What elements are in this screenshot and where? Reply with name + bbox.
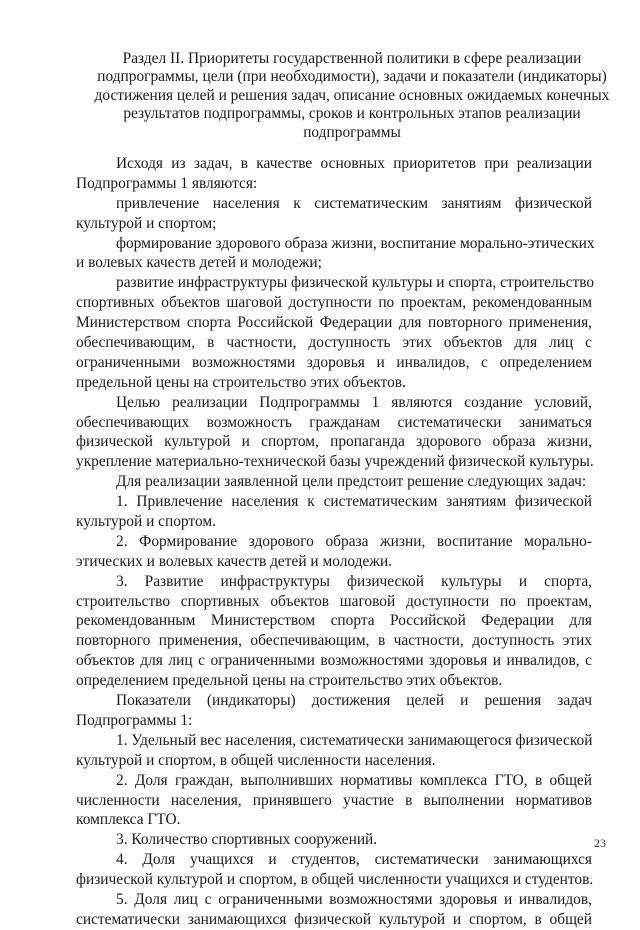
text-line: формирование здорового образа жизни, воспитание морально-этических bbox=[116, 234, 595, 252]
text-line: ограниченными возможностями здоровья и инвалидов, с определением bbox=[76, 353, 592, 371]
title-line: Раздел II. Приоритеты государственной политики в сфере реализации bbox=[122, 50, 582, 67]
text-line: Исходя из задач, в качестве основных приоритетов при реализации bbox=[116, 155, 592, 172]
text-line: объектов для лиц с ограниченными возможностями здоровья и инвалидов, с bbox=[76, 652, 592, 670]
paragraph bbox=[76, 154, 592, 194]
paragraph bbox=[76, 234, 595, 274]
text-line: численности населения, принявшего участие в выполнении нормативов bbox=[76, 791, 592, 809]
paragraph bbox=[76, 572, 592, 691]
text-line: систематически занимающихся физической культурой и спортом, в общей bbox=[76, 910, 592, 928]
paragraph bbox=[76, 890, 592, 930]
paragraph bbox=[76, 472, 592, 492]
text-line: 2. Доля граждан, выполнивших нормативы комплекса ГТО, в общей bbox=[116, 771, 592, 789]
text-line: комплекса ГТО. bbox=[76, 811, 181, 829]
text-line: предельной цены на строительство этих объектов. bbox=[76, 373, 406, 391]
text-line: культурой и спортом; bbox=[76, 214, 217, 232]
page-number: 23 bbox=[594, 836, 606, 850]
text-line: обеспечивающим, в частности, доступность этих объектов для лиц с bbox=[76, 334, 592, 352]
paragraph bbox=[76, 830, 592, 850]
text-line: культурой и спортом, в общей численности населения. bbox=[76, 751, 436, 769]
text-line: физической культурой и спортом, в общей численности учащихся и студентов. bbox=[76, 871, 594, 889]
text-line: обеспечивающих возможность гражданам систематически заниматься bbox=[76, 413, 592, 431]
paragraph bbox=[76, 393, 592, 473]
text-line: Показатели (индикаторы) достижения целей и решения задач bbox=[116, 692, 592, 710]
text-line: 2. Формирование здорового образа жизни, воспитание морально- bbox=[116, 532, 592, 550]
text-line: культурой и спортом. bbox=[76, 513, 216, 531]
text-line: Подпрограммы 1: bbox=[76, 711, 193, 729]
text-line: физической культурой и спортом, пропаганда здорового образа жизни, bbox=[76, 433, 592, 451]
paragraph bbox=[76, 691, 592, 731]
text-line: 1. Удельный вес населения, систематически занимающегося физической bbox=[116, 731, 593, 749]
text-line: рекомендованным Министерством спорта Российской Федерации для bbox=[76, 612, 592, 630]
text-line: 1. Привлечение населения к систематическим занятиям физической bbox=[116, 493, 592, 511]
text-line: и волевых качеств детей и молодежи; bbox=[76, 254, 322, 272]
paragraph bbox=[76, 194, 592, 234]
paragraph bbox=[76, 532, 592, 572]
text-line: развитие инфраструктуры физической культуры и спорта, строительство bbox=[116, 274, 595, 292]
text-line: Министерством спорта Российской Федерации для повторного применения, bbox=[76, 314, 592, 332]
text-line: 4. Доля учащихся и студентов, систематически занимающихся bbox=[116, 851, 592, 869]
paragraph bbox=[76, 850, 592, 890]
section-title bbox=[88, 50, 616, 142]
text-line: спортивных объектов шаговой доступности по проектам, рекомендованным bbox=[76, 294, 592, 312]
text-line: 5. Доля лиц с ограниченными возможностями здоровья и инвалидов, bbox=[116, 890, 592, 908]
text-line: этических и волевых качеств детей и молодежи. bbox=[76, 552, 393, 570]
paragraph bbox=[76, 731, 592, 771]
title-line: подпрограммы, цели (при необходимости), задачи и показатели (индикаторы) bbox=[97, 68, 607, 86]
title-line: подпрограммы bbox=[303, 123, 401, 141]
paragraph bbox=[76, 273, 595, 392]
text-line: повторного применения, обеспечивающим, в частности, доступность этих bbox=[76, 632, 592, 650]
text-line: Подпрограммы 1 являются: bbox=[76, 174, 258, 192]
title-line: результатов подпрограммы, сроков и контрольных этапов реализации bbox=[123, 105, 581, 123]
text-line: привлечение населения к систематическим занятиям физической bbox=[116, 194, 592, 212]
text-line: Для реализации заявленной цели предстоит решение следующих задач: bbox=[116, 473, 587, 491]
text-line: 3. Развитие инфраструктуры физической культуры и спорта, bbox=[116, 572, 592, 590]
text-line: строительство спортивных объектов шаговой доступности по проектам, bbox=[76, 592, 592, 610]
text-line: 3. Количество спортивных сооружений. bbox=[116, 831, 378, 849]
document-body bbox=[76, 154, 595, 930]
text-line: укрепление материально-технической базы учреждений физической культуры. bbox=[76, 453, 594, 471]
text-line: Целью реализации Подпрограммы 1 являются создание условий, bbox=[116, 393, 592, 411]
paragraph bbox=[76, 771, 592, 831]
paragraph bbox=[76, 492, 592, 532]
text-line: определением предельной цены на строительство этих объектов. bbox=[76, 672, 503, 690]
title-line: достижения целей и решения задач, описание основных ожидаемых конечных bbox=[94, 86, 610, 104]
